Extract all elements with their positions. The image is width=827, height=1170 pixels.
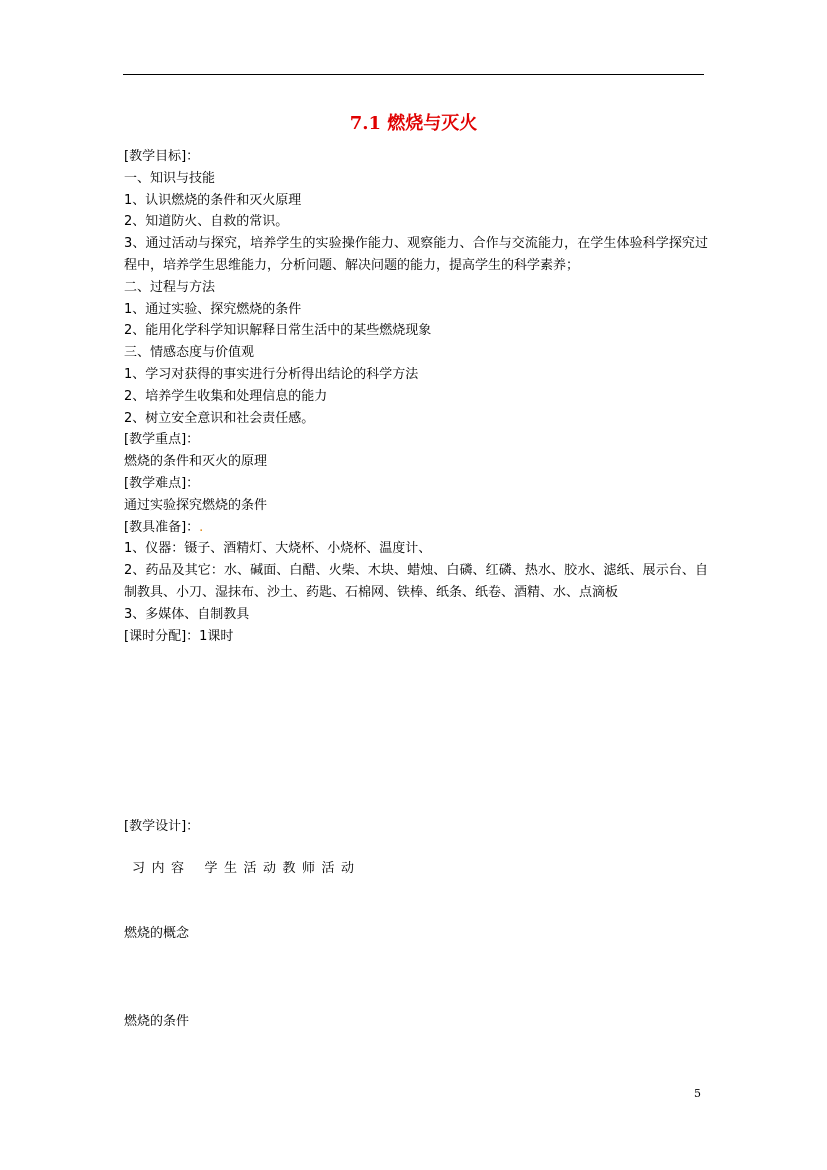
text-line: 1、仪器：镊子、酒精灯、大烧杯、小烧杯、温度计、 (124, 541, 432, 557)
orange-mark: . (199, 519, 204, 535)
row-combustion-conditions: 燃烧的条件 (124, 1014, 190, 1029)
text-line: 2、培养学生收集和处理信息的能力 (124, 388, 328, 404)
text-line: 三、情感态度与价值观 (124, 345, 255, 361)
page-title: 7.1 燃烧与灭火 (349, 113, 478, 134)
text-line: 通过实验探究燃烧的条件 (124, 497, 268, 513)
text-line: 2、树立安全意识和社会责任感。 (124, 410, 315, 426)
page-number: 5 (694, 1087, 701, 1100)
text-line: 1、学习对获得的事实进行分析得出结论的科学方法 (124, 366, 419, 382)
teaching-design-label: [教学设计]： (124, 819, 200, 834)
text-line: 1、认识燃烧的条件和灭火原理 (124, 192, 302, 208)
column-activities: 学生活动教师活动 (204, 861, 361, 876)
text-line: 2、知道防火、自救的常识。 (124, 214, 289, 230)
text-paragraph: 3、通过活动与探究，培养学生的实验操作能力、观察能力、合作与交流能力，在学生体验科学探究过程中，培养学生思维能力，分析问题、解决问题的能力，提高学生的科学素养； (124, 236, 708, 273)
text-paragraph: 2、药品及其它：水、碱面、白醋、火柴、木块、蜡烛、白磷、红磷、热水、胶水、滤纸、展示台、自制教具、小刀、湿抹布、沙土、药匙、石棉网、铁棒、纸条、纸卷、酒精、水、点滴板 (124, 563, 708, 600)
text-line: 2、能用化学科学知识解释日常生活中的某些燃烧现象 (124, 323, 432, 339)
teaching-aids-label: [教具准备]： (124, 519, 200, 535)
text-line: 3、多媒体、自制教具 (124, 606, 250, 622)
text-line: [课时分配]：1课时 (124, 628, 234, 644)
text-line: 二、过程与方法 (124, 279, 216, 295)
header-rule (123, 74, 704, 75)
text-line: [教学难点]： (124, 475, 200, 491)
text-line: [教学重点]： (124, 432, 200, 448)
text-line: 燃烧的条件和灭火的原理 (124, 454, 268, 470)
text-line: [教学目标]： (124, 149, 200, 164)
row-combustion-concept: 燃烧的概念 (124, 926, 190, 941)
text-line (124, 517, 708, 539)
column-content: 习内容 (132, 861, 191, 876)
lesson-objectives-text (124, 146, 708, 647)
text-line: 1、通过实验、探究燃烧的条件 (124, 301, 302, 317)
text-line: 一、知识与技能 (124, 170, 216, 186)
design-table-header (132, 859, 361, 879)
